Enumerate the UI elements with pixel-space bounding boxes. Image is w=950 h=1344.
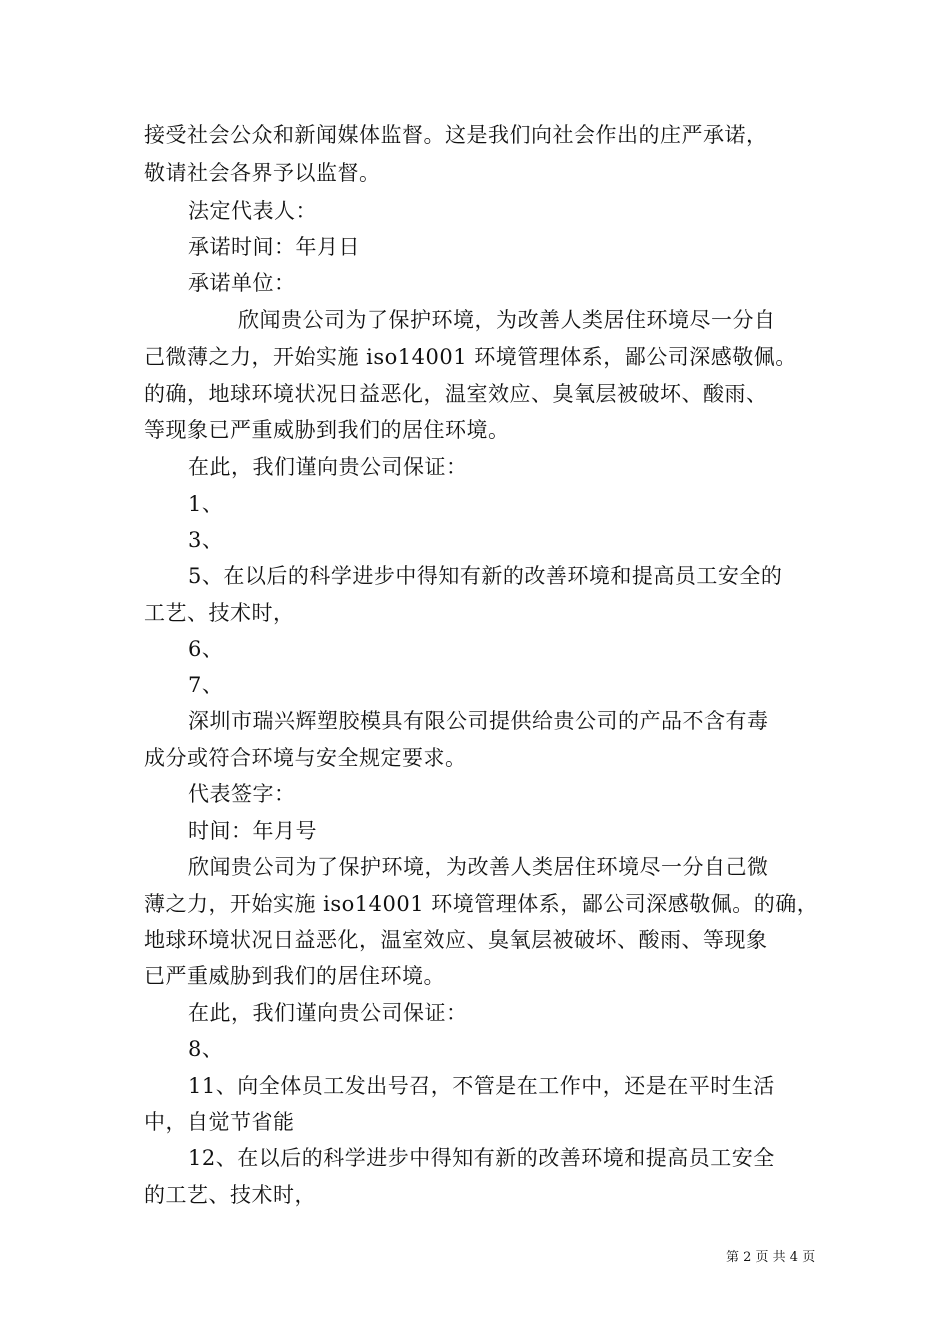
page-number: 第 2 页 共 4 页 bbox=[726, 1250, 816, 1265]
text-line: 地球环境状况日益恶化，温室效应、臭氧层被破坏、酸雨、等现象 bbox=[144, 928, 768, 952]
text-line: 欣闻贵公司为了保护环境，为改善人类居住环境尽一分自 bbox=[238, 308, 776, 332]
list-item: 5、在以后的科学进步中得知有新的改善环境和提高员工安全的 bbox=[188, 564, 783, 588]
text-line: 等现象已严重威胁到我们的居住环境。 bbox=[144, 418, 510, 442]
list-item: 11、向全体员工发出号召，不管是在工作中，还是在平时生活 bbox=[188, 1074, 775, 1098]
text-line: 在此，我们谨向贵公司保证： bbox=[188, 1001, 468, 1025]
list-number: 6、 bbox=[188, 637, 224, 661]
text-line: 成分或符合环境与安全规定要求。 bbox=[144, 746, 467, 770]
list-item: 12、在以后的科学进步中得知有新的改善环境和提高员工安全 bbox=[188, 1146, 775, 1170]
text-line: 在此，我们谨向贵公司保证： bbox=[188, 455, 468, 479]
date-label: 时间：年月号 bbox=[188, 819, 317, 843]
text-line: 薄之力，开始实施 iso14001 环境管理体系，鄙公司深感敬佩。的确， bbox=[144, 892, 819, 916]
list-number: 8、 bbox=[188, 1037, 224, 1061]
text-line: 法定代表人： bbox=[188, 199, 317, 223]
text-line: 敬请社会各界予以监督。 bbox=[144, 161, 381, 185]
signature-label: 代表签字： bbox=[188, 782, 296, 806]
text-line: 已严重威胁到我们的居住环境。 bbox=[144, 964, 445, 988]
list-number: 7、 bbox=[188, 673, 224, 697]
text-line: 接受社会公众和新闻媒体监督。这是我们向社会作出的庄严承诺， bbox=[144, 123, 768, 147]
text-line: 承诺时间：年月日 bbox=[188, 235, 360, 259]
list-number: 1、 bbox=[188, 492, 224, 516]
text-line: 的确，地球环境状况日益恶化，温室效应、臭氧层被破坏、酸雨、 bbox=[144, 382, 768, 406]
text-line: 承诺单位： bbox=[188, 271, 296, 295]
text-line: 己微薄之力，开始实施 iso14001 环境管理体系，鄙公司深感敬佩。 bbox=[144, 345, 797, 369]
text-line: 中，自觉节省能 bbox=[144, 1110, 295, 1134]
text-line: 欣闻贵公司为了保护环境，为改善人类居住环境尽一分自己微 bbox=[188, 855, 769, 879]
list-number: 3、 bbox=[188, 528, 224, 552]
text-line: 的工艺、技术时， bbox=[144, 1183, 316, 1207]
text-line: 工艺、技术时， bbox=[144, 601, 295, 625]
text-line: 深圳市瑞兴辉塑胶模具有限公司提供给贵公司的产品不含有毒 bbox=[188, 709, 769, 733]
